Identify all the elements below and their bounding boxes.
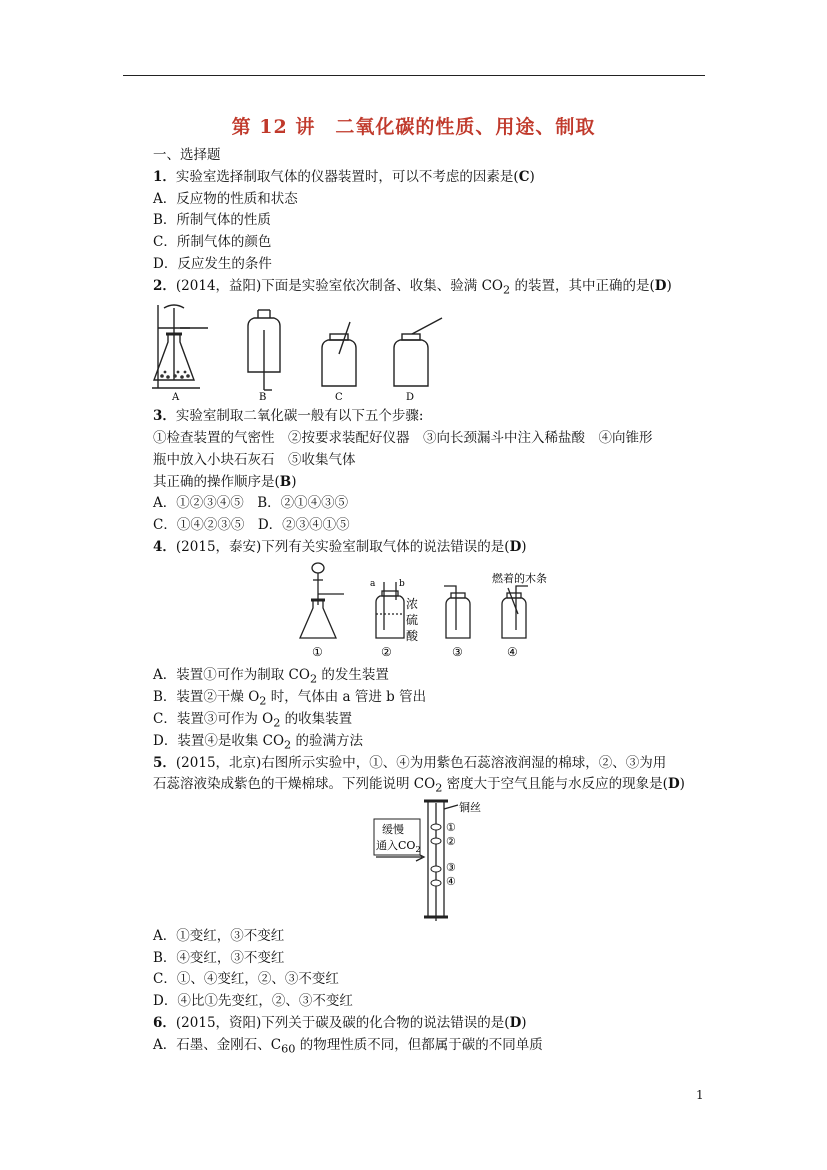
- question-3-steps: 瓶中放入小块石灰石 ⑤收集气体: [153, 452, 356, 468]
- answer: B: [279, 474, 292, 490]
- option: B．装置②干燥 $O_2$ 时，气体由 a 管进 b 管出: [153, 689, 427, 708]
- question-2: 2．(2014，益阳)下面是实验室依次制备、收集、验满 $CO_2$ 的装置，其中正确的是(D): [153, 278, 672, 297]
- option: D．反应发生的条件: [153, 256, 272, 272]
- figure-label: ④: [507, 645, 518, 659]
- apparatus-figure-q5: [372, 797, 492, 923]
- answer: D: [509, 1015, 522, 1031]
- acid-label: 浓: [406, 597, 419, 611]
- option: A．装置①可作为制取 $CO_2$ 的发生装置: [153, 667, 389, 686]
- option: B．所制气体的性质: [153, 212, 271, 228]
- section-heading: 一、选择题: [153, 147, 221, 163]
- option: B．④变红，③不变红: [153, 950, 285, 966]
- option-row: C．①④②③⑤ D．②③④①⑤: [153, 517, 350, 533]
- answer: D: [654, 278, 667, 294]
- figure-label: 缓慢: [382, 823, 404, 836]
- question-3-steps: ①检查装置的气密性 ②按要求装配好仪器 ③向长颈漏斗中注入稀盐酸 ④向锥形: [153, 430, 653, 446]
- page-title: 第 12 讲 二氧化碳的性质、用途、制取: [231, 116, 596, 138]
- question-5: 5．(2015，北京)右图所示实验中，①、④为用紫色石蕊溶液润湿的棉球，②、③为用: [153, 755, 667, 771]
- question-1: 1．实验室选择制取气体的仪器装置时，可以不考虑的因素是(C): [153, 169, 535, 185]
- figure-label: B: [259, 392, 267, 403]
- tube-label: a: [370, 579, 376, 589]
- answer: C: [518, 169, 530, 185]
- acid-label: 酸: [406, 629, 419, 643]
- option: C．①、④变红，②、③不变红: [153, 971, 339, 987]
- figure-label: 铜丝: [459, 801, 481, 814]
- header-rule: [123, 75, 705, 76]
- option: D．装置④是收集 $CO_2$ 的验满方法: [153, 733, 363, 752]
- option: A．石墨、金刚石、$C_{60}$ 的物理性质不同，但都属于碳的不同单质: [153, 1037, 543, 1056]
- figure-label: ①: [446, 821, 456, 834]
- figure-label: ④: [446, 875, 456, 888]
- option-row: A．①②③④⑤ B．②①④③⑤: [153, 495, 349, 511]
- apparatus-figure-q2: [150, 300, 450, 402]
- figure-label: D: [406, 392, 415, 403]
- figure-label: ②: [446, 835, 456, 848]
- option: C．装置③可作为 $O_2$ 的收集装置: [153, 711, 353, 730]
- figure-label: ③: [452, 645, 463, 659]
- question-4: 4．(2015，泰安)下列有关实验室制取气体的说法错误的是(D): [153, 539, 527, 555]
- stick-label: 燃着的木条: [492, 572, 547, 585]
- option: A．反应物的性质和状态: [153, 191, 298, 207]
- figure-label: 通入$CO_2$: [376, 839, 421, 854]
- tube-label: b: [399, 579, 405, 589]
- page-number: 1: [696, 1088, 704, 1102]
- acid-label: 硫: [406, 613, 419, 627]
- question-5-line2: 石蕊溶液染成紫色的干燥棉球。下列能说明 $CO_2$ 密度大于空气且能与水反应的现象是(D): [153, 776, 685, 795]
- question-6: 6．(2015，资阳)下列关于碳及碳的化合物的说法错误的是(D): [153, 1015, 527, 1031]
- option: D．④比①先变红，②、③不变红: [153, 993, 353, 1009]
- option: C．所制气体的颜色: [153, 234, 272, 250]
- figure-label: ②: [381, 645, 392, 659]
- question-3: 3．实验室制取二氧化碳一般有以下五个步骤:: [153, 408, 424, 424]
- apparatus-figure-q4: [296, 560, 547, 660]
- answer: D: [667, 776, 680, 792]
- question-3-ask: 其正确的操作顺序是(B): [153, 474, 297, 490]
- figure-label: ③: [446, 861, 456, 874]
- answer: D: [509, 539, 522, 555]
- figure-label: C: [335, 392, 343, 403]
- option: A．①变红，③不变红: [153, 928, 285, 944]
- figure-label: ①: [312, 645, 323, 659]
- question-number: 1．: [153, 169, 176, 185]
- figure-label: A: [172, 392, 180, 403]
